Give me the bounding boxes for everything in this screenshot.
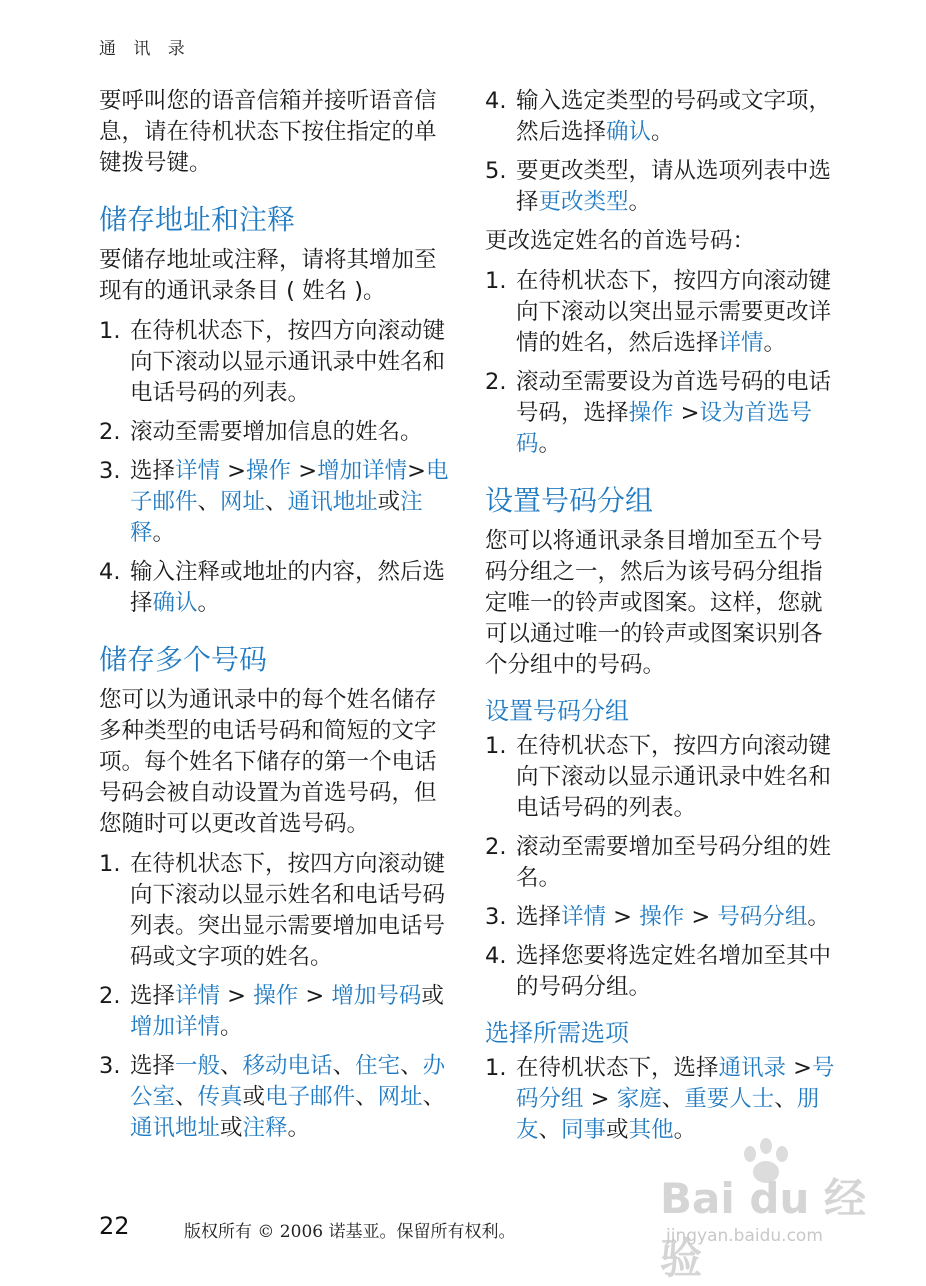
- menu-link-other: 其他: [628, 1117, 674, 1143]
- list-item: 1. 在待机状态下，按四方向滚动键向下滚动以显示通讯录中姓名和电话号码的列表。: [99, 318, 446, 406]
- list-item: 2. 滚动至需要增加至号码分组的姓名。: [485, 834, 832, 891]
- list-item: 1. 在待机状态下，选择通讯录 >号码分组 > 家庭、重要人士、朋友、同事或其他。: [485, 1055, 835, 1143]
- steps-list: [485, 266, 835, 460]
- menu-link-address: 通讯地址: [287, 489, 378, 515]
- section-heading-multiple-numbers: 储存多个号码: [99, 643, 268, 676]
- menu-link-options: 操作: [253, 983, 299, 1009]
- menu-link-ok: 确认: [606, 119, 652, 145]
- menu-link-vip: 重要人士: [684, 1086, 775, 1112]
- right-column: [485, 86, 835, 1154]
- list-item: 4. 输入选定类型的号码或文字项，然后选择确认。: [485, 88, 832, 145]
- list-item: 2. 滚动至需要设为首选号码的电话号码，选择操作 >设为首选号码。: [485, 369, 832, 457]
- menu-link-mobile: 移动电话: [242, 1053, 333, 1079]
- menu-link-change-type: 更改类型: [538, 189, 629, 215]
- menu-link-home: 住宅: [355, 1053, 401, 1079]
- menu-link-email: 电子邮件: [265, 1084, 356, 1110]
- subsection-heading-set-group: 设置号码分组: [485, 697, 629, 725]
- list-item: 3. 选择一般、移动电话、住宅、办公室、传真或电子邮件、网址、通讯地址或注释。: [99, 1053, 446, 1141]
- menu-link-note: 注释: [130, 489, 423, 546]
- watermark-logo: Bai du 经验: [660, 1174, 866, 1283]
- watermark-url: jingyan.baidu.com: [666, 1226, 823, 1246]
- list-item: 3. 选择详情 >操作 >增加详情>电子邮件、网址、通讯地址或注释。: [99, 458, 449, 546]
- menu-link-note: 注释: [242, 1115, 288, 1141]
- list-item: 5. 要更改类型，请从选项列表中选择更改类型。: [485, 158, 832, 215]
- menu-link-details: 详情: [718, 330, 764, 356]
- section-heading-address-notes: 储存地址和注释: [99, 203, 296, 236]
- list-item: 2. 滚动至需要增加信息的姓名。: [99, 419, 423, 445]
- left-column: [99, 86, 449, 1152]
- subsection-heading-select-options: 选择所需选项: [485, 1019, 629, 1047]
- menu-link-web: 网址: [377, 1084, 423, 1110]
- menu-link-general: 一般: [175, 1053, 221, 1079]
- running-head: 通 讯 录: [99, 39, 191, 59]
- copyright-notice: 版权所有 © 2006 诺基亚。保留所有权利。: [184, 1222, 516, 1242]
- section-text: 要储存地址或注释，请将其增加至现有的通讯录条目 ( 姓名 )。: [99, 247, 437, 304]
- steps-list: [485, 86, 835, 218]
- menu-link-caller-group: 号码分组: [717, 904, 808, 930]
- menu-link-options: 操作: [246, 458, 292, 484]
- steps-list: [99, 849, 449, 1144]
- pref-intro: 更改选定姓名的首选号码：: [485, 228, 756, 254]
- menu-link-contacts: 通讯录: [718, 1055, 787, 1081]
- list-item: 2. 选择详情 > 操作 > 增加号码或增加详情。: [99, 983, 444, 1040]
- menu-link-details: 详情: [175, 458, 221, 484]
- intro-paragraph: 要呼叫您的语音信箱并接听语音信息，请在待机状态下按住指定的单键拨号键。: [99, 88, 437, 176]
- steps-list: [485, 731, 835, 1003]
- steps-list: [99, 316, 449, 619]
- menu-link-ok: 确认: [152, 590, 198, 616]
- menu-link-office: 办公室: [130, 1053, 446, 1110]
- menu-link-fax: 传真: [197, 1084, 243, 1110]
- menu-link-details: 详情: [175, 983, 221, 1009]
- steps-list: [485, 1053, 835, 1146]
- menu-link-add-number: 增加号码: [331, 983, 422, 1009]
- menu-link-options: 操作: [639, 904, 685, 930]
- menu-link-add-detail: 增加详情: [317, 458, 408, 484]
- menu-link-address: 通讯地址: [130, 1115, 221, 1141]
- list-item: 4. 输入注释或地址的内容，然后选择确认。: [99, 559, 446, 616]
- menu-link-set-preferred: 设为首选号码: [516, 400, 813, 457]
- menu-link-caller-group: 号码分组: [516, 1055, 835, 1112]
- list-item: 1. 在待机状态下，按四方向滚动键向下滚动以显示通讯录中姓名和电话号码的列表。: [485, 733, 832, 821]
- menu-link-details: 详情: [561, 904, 607, 930]
- section-heading-caller-groups: 设置号码分组: [485, 484, 654, 517]
- menu-link-friends: 朋友: [516, 1086, 820, 1143]
- list-item: 1. 在待机状态下，按四方向滚动键向下滚动以突出显示需要更改详情的姓名，然后选择详情。: [485, 268, 832, 356]
- list-item: 4. 选择您要将选定姓名增加至其中的号码分组。: [485, 943, 832, 1000]
- menu-link-add-detail: 增加详情: [130, 1014, 221, 1040]
- menu-link-colleagues: 同事: [561, 1117, 607, 1143]
- page-number: 22: [99, 1212, 130, 1240]
- menu-link-options: 操作: [628, 400, 674, 426]
- menu-link-family: 家庭: [616, 1086, 662, 1112]
- section-text: 您可以为通讯录中的每个姓名储存多种类型的电话号码和简短的文字项。每个姓名下储存的第一个电话号码会被自动设置为首选号码，但您随时可以更改首选号码。: [99, 687, 437, 837]
- list-item: 3. 选择详情 > 操作 > 号码分组。: [485, 904, 830, 930]
- menu-link-web: 网址: [220, 489, 266, 515]
- section-text: 您可以将通讯录条目增加至五个号码分组之一，然后为该号码分组指定唯一的铃声或图案。这样，您就可以通过唯一的铃声或图案识别各个分组中的号码。: [485, 528, 823, 678]
- baidu-watermark: [660, 1138, 880, 1283]
- list-item: 1. 在待机状态下，按四方向滚动键向下滚动以显示姓名和电话号码列表。突出显示需要增加电话号码或文字项的姓名。: [99, 851, 446, 970]
- menu-link-email: 电子邮件: [130, 458, 449, 515]
